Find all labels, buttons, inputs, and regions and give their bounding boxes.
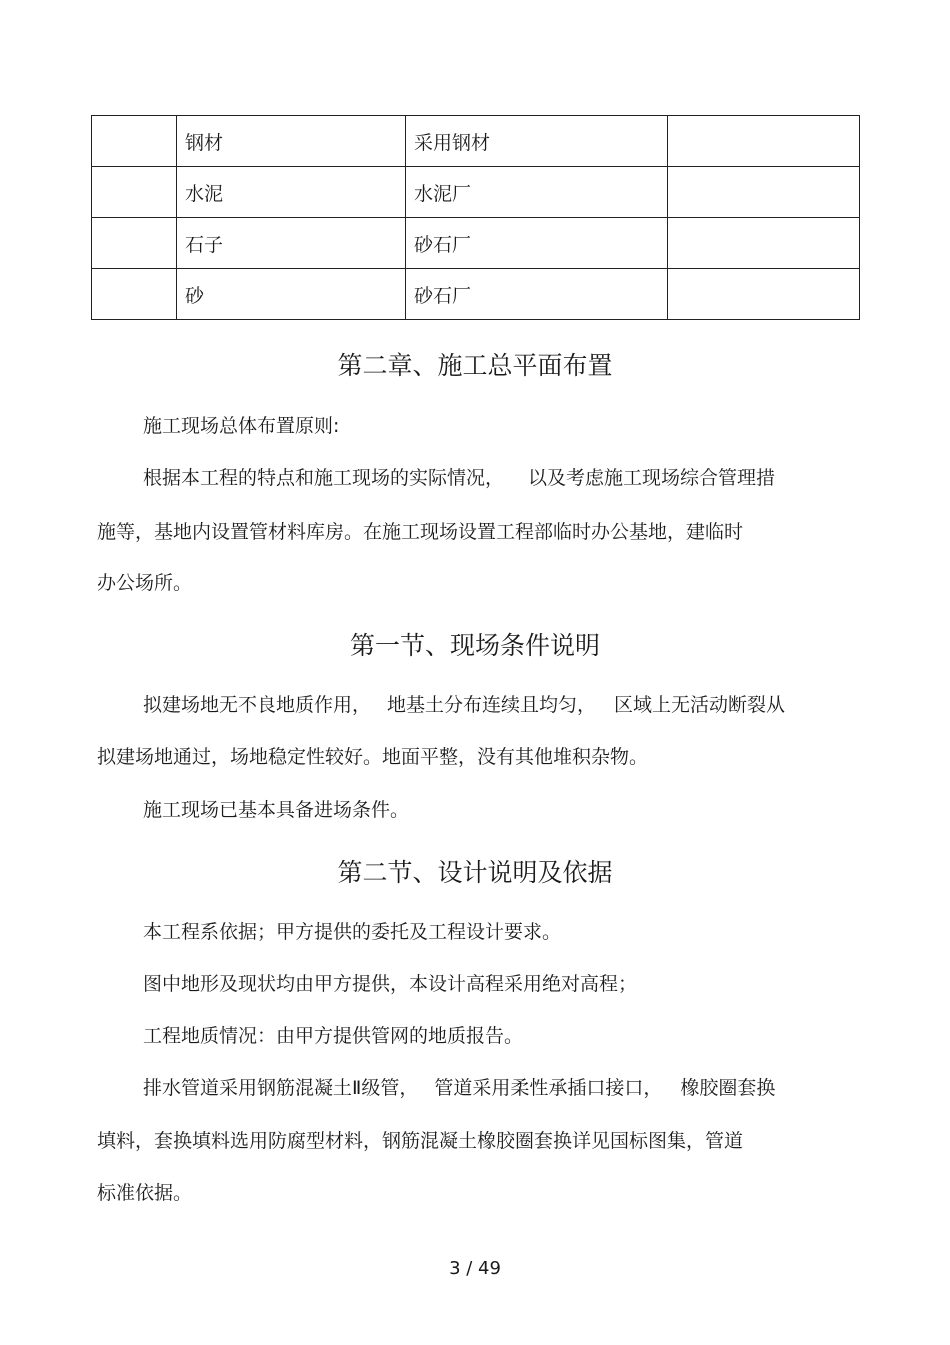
section-body-line: 本工程系依据；甲方提供的委托及工程设计要求。 xyxy=(143,921,562,943)
section-heading: 第一节、现场条件说明 xyxy=(349,631,600,660)
section-body-line xyxy=(143,690,785,717)
table-cell-material: 水泥 xyxy=(177,167,406,218)
section-body-line: 施工现场已基本具备进场条件。 xyxy=(143,799,410,821)
table-cell-material: 钢材 xyxy=(177,116,406,167)
chapter-intro: 施工现场总体布置原则: xyxy=(143,415,340,437)
text-segment: 橡胶圈套换 xyxy=(680,1077,776,1099)
table-cell-source: 砂石厂 xyxy=(406,218,668,269)
text-segment: 地基土分布连续且均匀， xyxy=(387,694,597,716)
materials-table xyxy=(91,115,860,320)
table-cell-note xyxy=(668,116,860,167)
text-segment: 根据本工程的特点和施工现场的实际情况， xyxy=(143,467,505,489)
chapter-body-line: 办公场所。 xyxy=(97,572,193,594)
table-cell-source: 采用钢材 xyxy=(406,116,668,167)
table-cell-blank xyxy=(92,116,177,167)
table-cell-blank xyxy=(92,269,177,320)
section-body-line: 填料，套换填料选用防腐型材料，钢筋混凝土橡胶圈套换详见国标图集，管道 xyxy=(97,1130,744,1152)
section-body-line xyxy=(143,1073,775,1100)
table-cell-material: 石子 xyxy=(177,218,406,269)
chapter-body-line xyxy=(143,463,775,490)
text-segment: 区域上无活动断裂从 xyxy=(614,694,786,716)
section-body-line: 图中地形及现状均由甲方提供，本设计高程采用绝对高程； xyxy=(143,973,638,995)
table-cell-note xyxy=(668,269,860,320)
table-row xyxy=(92,218,860,269)
table-cell-blank xyxy=(92,167,177,218)
section-body-line: 工程地质情况：由甲方提供管网的地质报告。 xyxy=(143,1025,524,1047)
table-row xyxy=(92,167,860,218)
table-cell-note xyxy=(668,167,860,218)
text-segment: 排水管道采用钢筋混凝土Ⅱ级管， xyxy=(143,1077,419,1099)
table-cell-blank xyxy=(92,218,177,269)
text-segment: 拟建场地无不良地质作用， xyxy=(143,694,372,716)
section-body-line: 标准依据。 xyxy=(97,1182,193,1204)
page-number: 3 / 49 xyxy=(449,1258,501,1279)
table-row xyxy=(92,269,860,320)
table-cell-material: 砂 xyxy=(177,269,406,320)
chapter-body-line: 施等，基地内设置管材料库房。在施工现场设置工程部临时办公基地，建临时 xyxy=(97,521,744,543)
table-cell-source: 砂石厂 xyxy=(406,269,668,320)
table-cell-note xyxy=(668,218,860,269)
section-heading: 第二节、设计说明及依据 xyxy=(337,858,613,887)
text-segment: 以及考虑施工现场综合管理措 xyxy=(528,467,776,489)
table-row xyxy=(92,116,860,167)
table-cell-source: 水泥厂 xyxy=(406,167,668,218)
chapter-heading: 第二章、施工总平面布置 xyxy=(337,351,613,380)
section-body-line: 拟建场地通过，场地稳定性较好。地面平整，没有其他堆积杂物。 xyxy=(97,746,649,768)
text-segment: 管道采用柔性承插口接口， xyxy=(434,1077,663,1099)
